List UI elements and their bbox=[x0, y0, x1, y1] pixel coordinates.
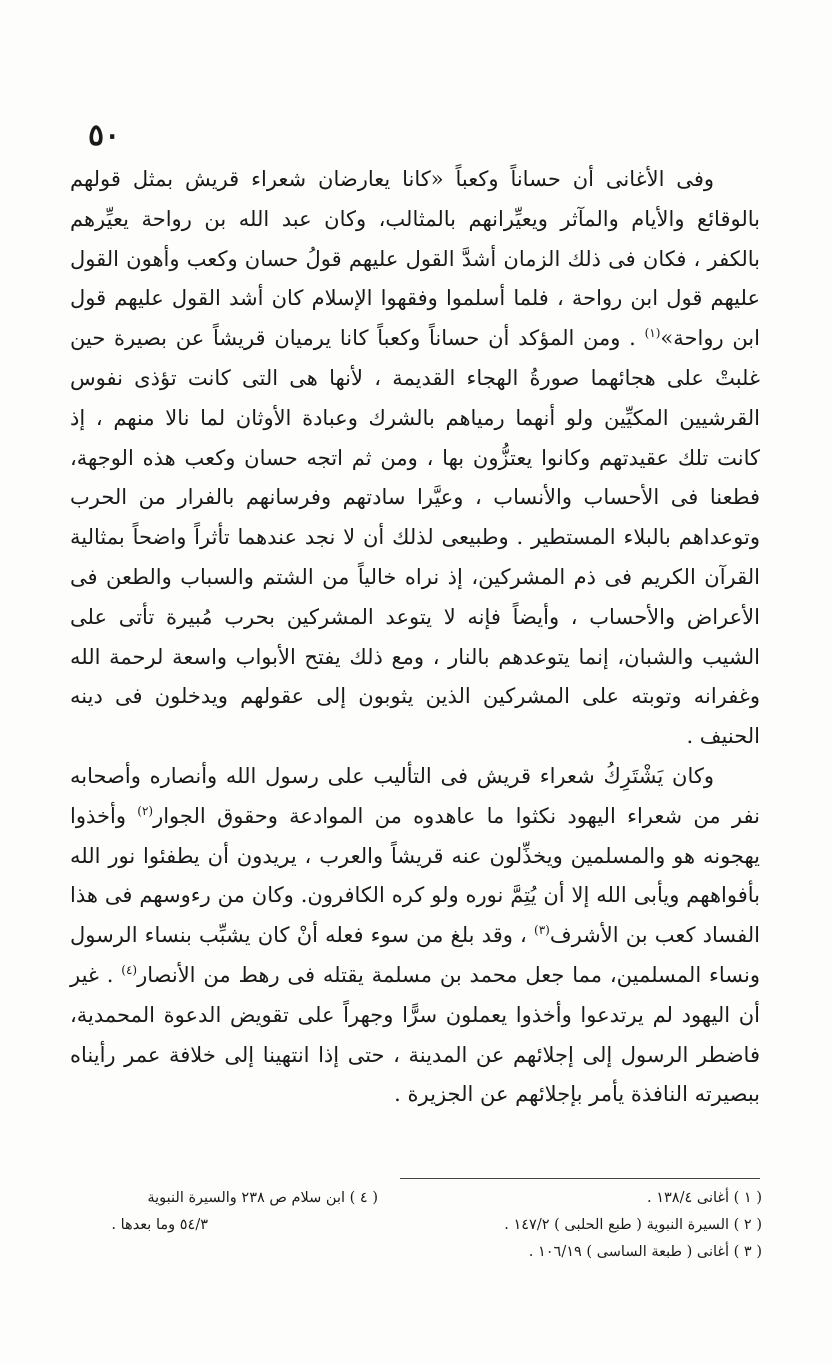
paragraph-2 bbox=[70, 757, 760, 1115]
footnote-3: ( ٣ ) أغانى ( طبعة الساسى ) ١٠٦/١٩ . bbox=[528, 1244, 762, 1260]
main-text bbox=[70, 160, 760, 1115]
footnote-4-line-2: ٥٤/٣ وما بعدها . bbox=[111, 1217, 208, 1233]
paragraph-2-part-2: وأخذوا يهجونه هو والمسلمين ويخذِّلون عنه قريشاً والعرب ، يريدون أن يطفئوا نور الله بأفواههم ويأبى الله إلا أن يُتِمَّ نوره ولو كره الكافرون. وكان من رءوسهم فى هذا الفساد كعب بن الأشرف bbox=[70, 803, 760, 948]
footnotes-column-right bbox=[412, 1185, 762, 1266]
footnote-marker-1: (١) bbox=[644, 326, 661, 341]
paragraph-1-part-2: . ومن المؤكد أن حساناً وكعباً كانا يرميان قريشاً عن بصيرة حين غلبتْ على هجائهما صورةُ الهجاء القديمة ، لأنها هى التى كانت تؤذى نفوس القرشيين المكيِّين ولو أنهما رمياهم بالشرك وعبادة الأوثان لما نالا منهم ، إذ كانت تلك عقيدتهم وكانوا يعتزُّون بها ، ومن ثم اتجه حسان وكعب هذه الوجهة، فطعنا فى الأحساب والأنساب ، وعيَّرا سادتهم وفرسانهم بالفرار من الحرب وتوعداهم بالبلاء المستطير . وطبيعى لذلك أن لا نجد عندهما تأثراً واضحاً بمثالية القرآن الكريم فى ذم المشركين، إذ نراه خالياً من الشتم والسباب والطعن فى الأعراض والأحساب ، وأيضاً فإنه لا يتوعد المشركين بحرب مُبيرة تأتى على الشيب والشبان، إنما يتوعدهم بالنار ، ومع ذلك يفتح الأبواب واسعة لرحمة الله وغفرانه وتوبته على المشركين الذين يثوبون إلى عقولهم ويدخلون فى دينه الحنيف . bbox=[70, 326, 760, 749]
paragraph-2-part-4: . غير أن اليهود لم يرتدعوا وأخذوا يعملون سرًّا وجهراً على تقويض الدعوة المحمدية، فاضطر الرسول إلى إجلائهم عن المدينة ، حتى إذا انتهينا إلى خلافة عمر رأيناه ببصيرته النافذة يأمر بإجلائهم عن الجزيرة . bbox=[70, 962, 760, 1107]
footnote-marker-2: (٢) bbox=[137, 803, 154, 818]
paragraph-1 bbox=[70, 160, 760, 757]
paragraph-2-part-1: وكان يَشْتَرِكُ شعراء قريش فى التأليب على رسول الله وأنصاره وأصحابه نفر من شعراء اليهود نكثوا ما عاهدوه من الموادعة وحقوق الجوار bbox=[70, 763, 760, 828]
footnote-1: ( ١ ) أغانى ١٣٨/٤ . bbox=[647, 1190, 762, 1206]
footnote-divider bbox=[400, 1178, 760, 1179]
footnote-4-line-1: ( ٤ ) ابن سلام ص ٢٣٨ والسيرة النبوية bbox=[147, 1190, 378, 1206]
footnotes-column-left bbox=[78, 1185, 378, 1266]
paragraph-1-part-1: وفى الأغانى أن حساناً وكعباً «كانا يعارضان شعراء قريش بمثل قولهم بالوقائع والأيام والمآثر ويعيِّرانهم بالمثالب، وكان عبد الله بن رواحة يعيِّرهم بالكفر ، فكان فى ذلك الزمان أشدَّ القول عليهم قولُ حسان وكعب وأهون القول عليهم قول ابن رواحة ، فلما أسلموا وفقهوا الإسلام كان أشد القول عليهم قول ابن رواحة» bbox=[70, 167, 760, 351]
footnotes bbox=[78, 1185, 762, 1266]
footnote-marker-3: (٣) bbox=[534, 923, 550, 938]
footnote-marker-4: (٤) bbox=[121, 962, 138, 977]
page-number: ٥٠ bbox=[88, 118, 121, 153]
footnote-2: ( ٢ ) السيرة النبوية ( طبع الحلبى ) ١٤٧/٢ . bbox=[504, 1217, 762, 1233]
paragraph-2-part-3: ، وقد بلغ من سوء فعله أنْ كان يشبِّب بنساء الرسول ونساء المسلمين، مما جعل محمد بن مسلمة يقتله فى رهط من الأنصار bbox=[70, 923, 760, 987]
